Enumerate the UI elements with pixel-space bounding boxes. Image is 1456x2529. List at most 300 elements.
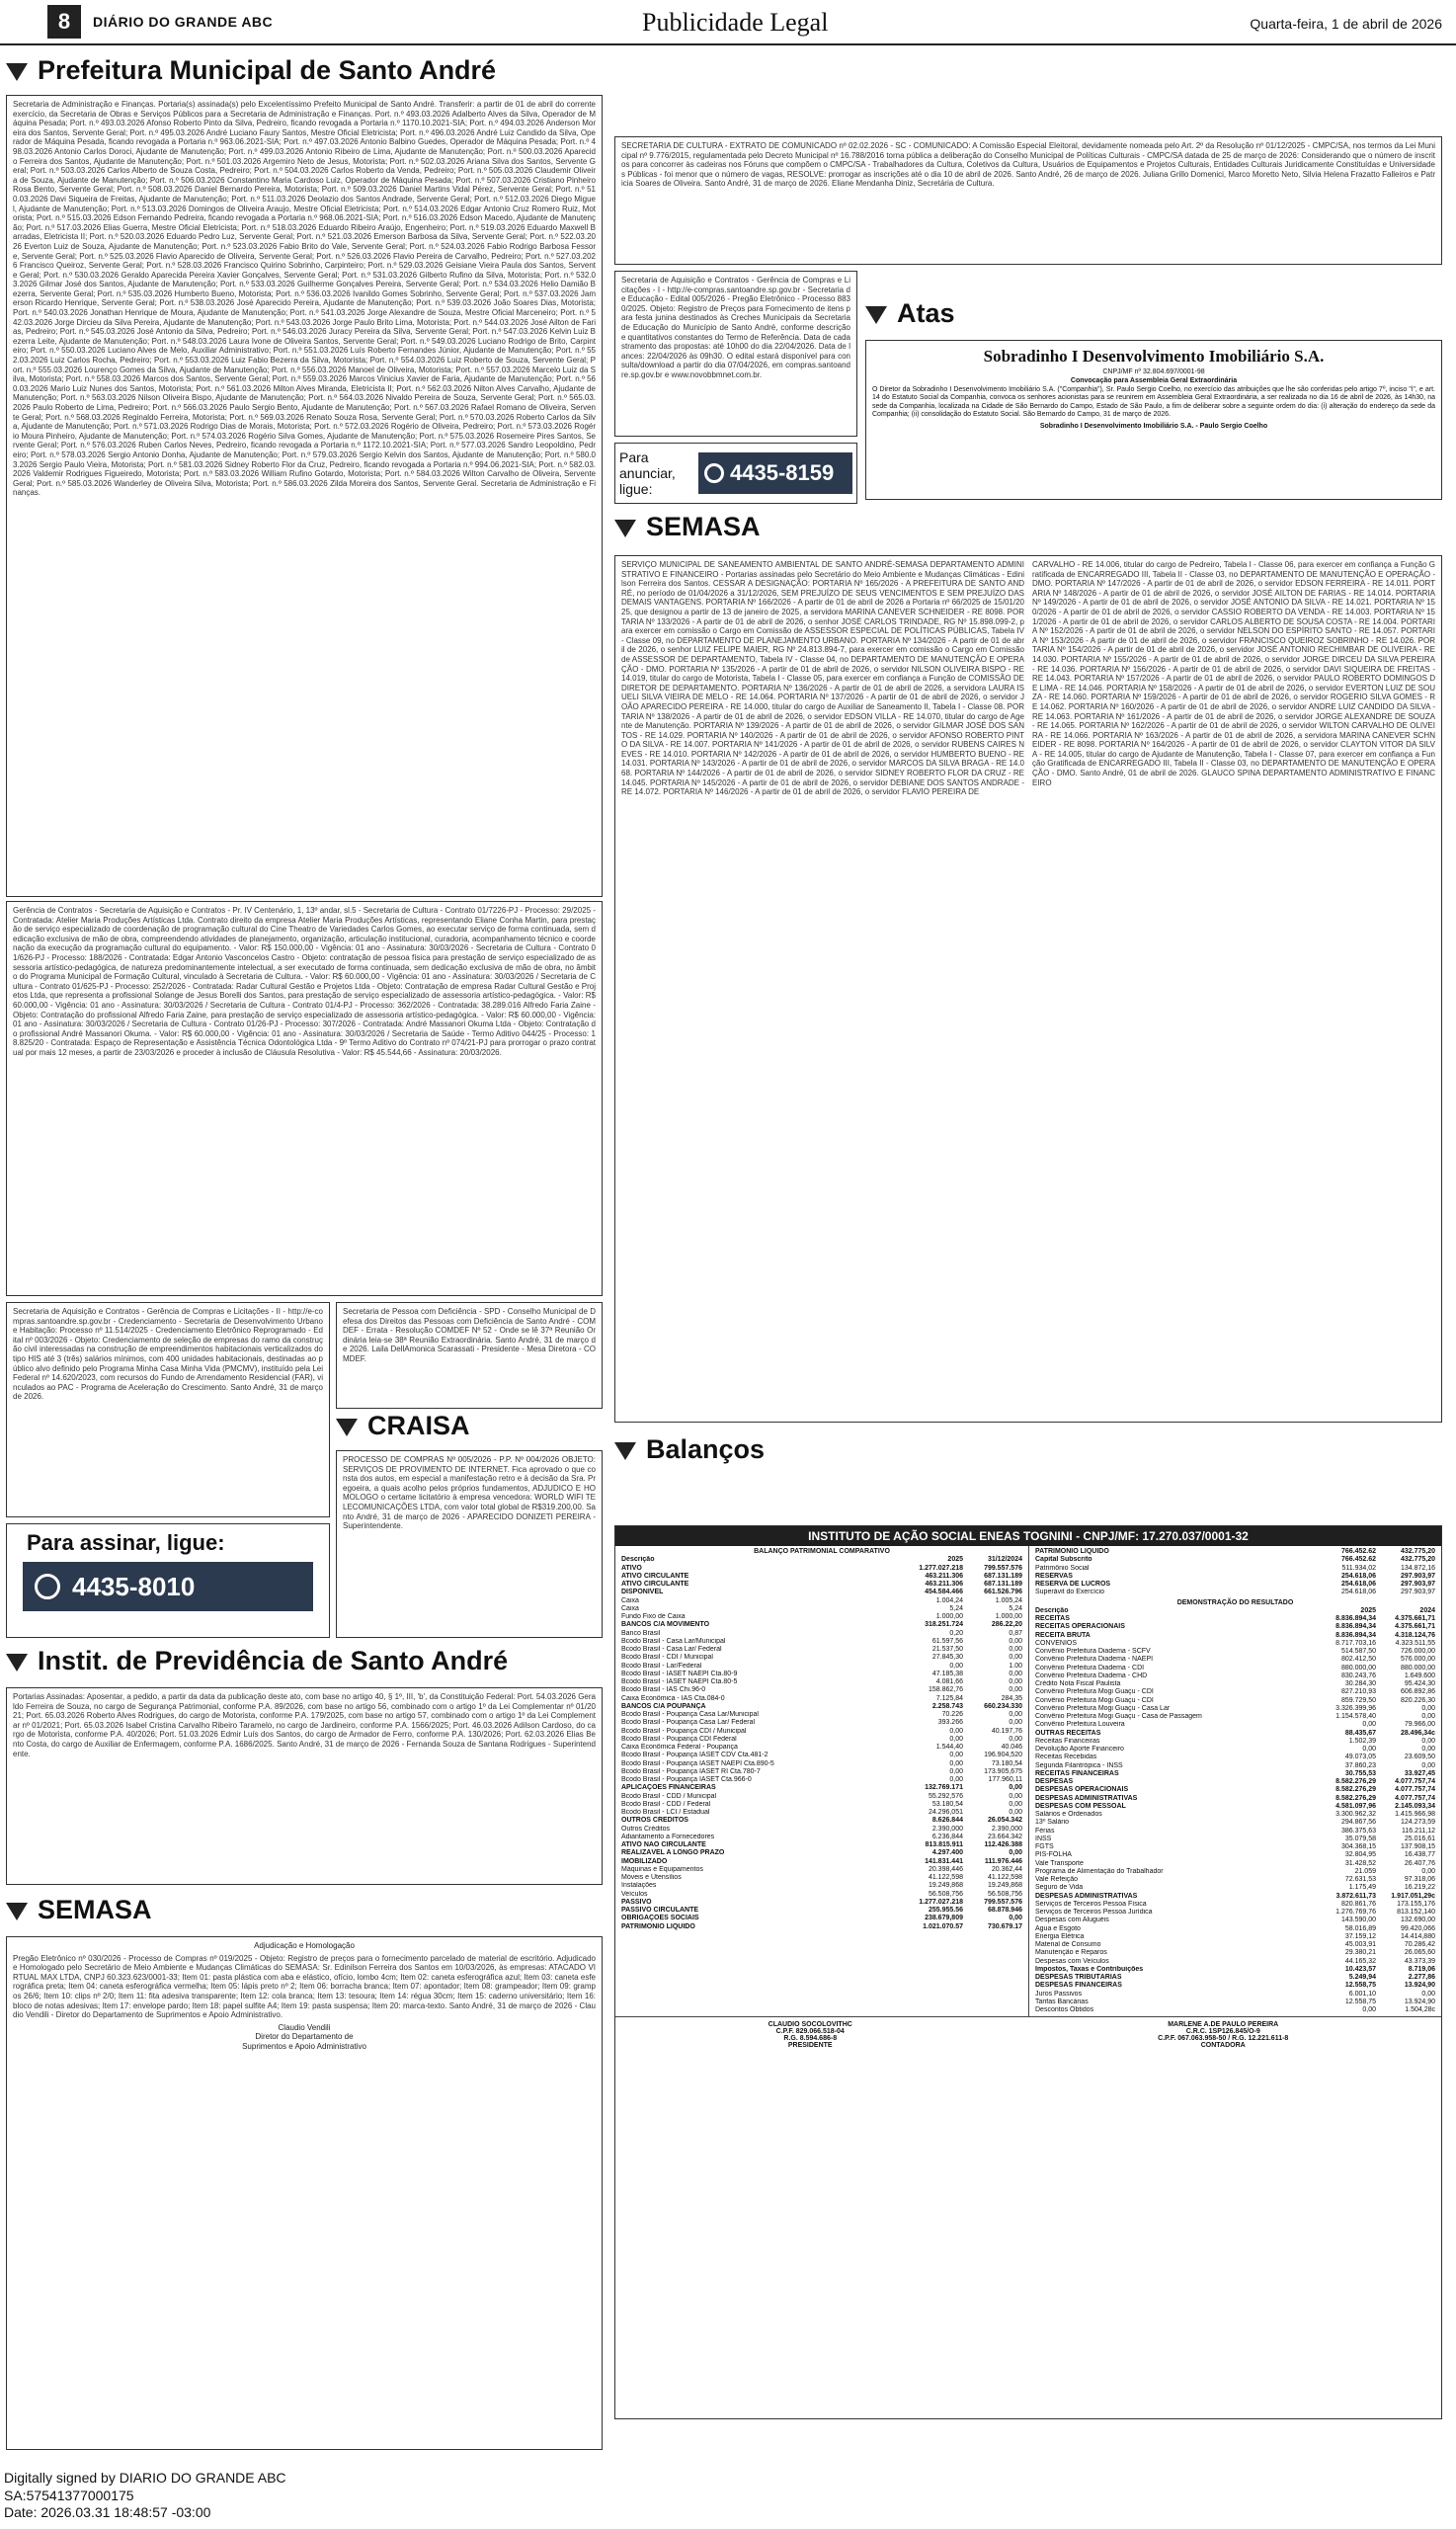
row-description: Bcodo Brasil - CDD / Municipal xyxy=(621,1792,717,1800)
row-value-previous: 196.904,520 xyxy=(984,1752,1022,1759)
row-value-current: 8.582.276,29 xyxy=(1335,1778,1376,1785)
row-value-previous: 0,00 xyxy=(1009,1670,1022,1677)
colhead-description: Descrição xyxy=(621,1556,655,1564)
row-value-current: 294.867,56 xyxy=(1340,1819,1376,1827)
craisa-header xyxy=(336,1411,470,1441)
phone-icon xyxy=(35,1574,60,1599)
row-value-current: 3.872.611,73 xyxy=(1335,1892,1376,1900)
row-value-current: 830.243,76 xyxy=(1340,1672,1376,1679)
row-description: Bcodo Brasil - Poupança IASET RI Cta.780-7 xyxy=(621,1767,761,1775)
row-value-previous: 40.197,76 xyxy=(991,1727,1022,1735)
colhead-year-a: 2025 xyxy=(1360,1606,1376,1614)
row-value-previous: 173.905,675 xyxy=(984,1767,1022,1775)
balance-row xyxy=(621,1613,1022,1621)
row-value-current: 4.081,66 xyxy=(935,1678,963,1685)
row-value-current: 61.597,56 xyxy=(931,1637,963,1645)
row-value-previous: 799.557.576 xyxy=(984,1564,1022,1572)
balance-row xyxy=(621,1686,1022,1694)
row-value-current: 55.292,576 xyxy=(928,1792,963,1800)
row-value-current: 88.435,67 xyxy=(1344,1729,1376,1737)
balance-left-colhead xyxy=(621,1556,1022,1564)
row-value-current: 1.276.769,76 xyxy=(1335,1909,1376,1916)
balance-left-column xyxy=(615,1546,1028,2016)
row-value-previous: 297.903,97 xyxy=(1400,1581,1435,1588)
row-value-previous: 726.000,00 xyxy=(1400,1648,1435,1655)
row-description: Vale Refeição xyxy=(1035,1876,1079,1883)
balance-row xyxy=(621,1752,1022,1759)
row-value-previous: 0,00 xyxy=(1421,1737,1435,1745)
row-description: Convênio Prefeitura Mogi Guaçu - Casa Lar xyxy=(1035,1704,1171,1712)
edition-date: Quarta-feira, 1 de abril de 2026 xyxy=(1250,16,1442,32)
row-value-current: 0,20 xyxy=(949,1629,963,1637)
row-value-previous: 20.362,44 xyxy=(991,1865,1022,1873)
row-value-previous: 116.211,12 xyxy=(1402,1827,1435,1835)
page-number: 8 xyxy=(47,5,81,39)
balance-row xyxy=(1035,1819,1435,1827)
row-value-current: 6.001,10 xyxy=(1348,1990,1376,1998)
row-value-current: 58.016,89 xyxy=(1344,1924,1376,1932)
row-value-current: 0,00 xyxy=(949,1662,963,1670)
row-description: IMOBILIZADO xyxy=(621,1857,668,1865)
row-value-previous: 1.00 xyxy=(1009,1662,1022,1670)
row-value-previous: 0,00 xyxy=(1009,1719,1022,1727)
balance-row xyxy=(1035,1548,1435,1556)
balance-row xyxy=(1035,1836,1435,1843)
semasa-homologacao-title: Adjudicação e Homologação xyxy=(254,1941,355,1950)
row-description: Convênio Prefeitura Diadema - NAEPI xyxy=(1035,1656,1154,1664)
balance-row xyxy=(621,1630,1022,1638)
row-value-previous: 25.016,61 xyxy=(1404,1835,1435,1842)
row-description: Veículos xyxy=(621,1890,648,1898)
balance-row xyxy=(1035,1893,1435,1901)
row-value-current: 318.251.724 xyxy=(925,1621,963,1629)
row-value-current: 0,00 xyxy=(949,1727,963,1735)
row-description: Vale Transporte xyxy=(1035,1859,1084,1867)
row-value-current: 158.862,76 xyxy=(928,1686,963,1694)
row-value-current: 12.558,75 xyxy=(1344,1998,1376,2005)
atas-notice xyxy=(865,340,1442,500)
balance-row xyxy=(621,1589,1022,1596)
row-value-previous: 99.420,066 xyxy=(1400,1924,1435,1932)
balance-row xyxy=(1035,1868,1435,1876)
row-description: Bcodo Brasil - IAS Chi.96-0 xyxy=(621,1686,706,1694)
row-value-previous: 23.664.342 xyxy=(987,1833,1022,1840)
row-value-current: 24.296,051 xyxy=(928,1809,963,1816)
row-value-current: 4.581.097,96 xyxy=(1335,1802,1376,1810)
balance-row xyxy=(1035,1672,1435,1680)
row-value-current: 31.428,52 xyxy=(1344,1859,1376,1867)
balance-row xyxy=(1035,1556,1435,1564)
row-value-current: 254.618,06 xyxy=(1340,1572,1376,1580)
balance-row xyxy=(621,1841,1022,1849)
balance-row xyxy=(1035,1843,1435,1851)
row-value-current: 0,00 xyxy=(949,1776,963,1783)
masthead xyxy=(0,0,1456,45)
balance-row xyxy=(1035,1738,1435,1746)
balance-row xyxy=(621,1826,1022,1834)
balance-row xyxy=(621,1581,1022,1589)
row-value-previous: 0,00 xyxy=(1421,1867,1435,1875)
row-value-previous: 297.903,97 xyxy=(1400,1589,1435,1596)
row-value-previous: 56.508,756 xyxy=(987,1890,1022,1898)
row-value-current: 393.266 xyxy=(937,1719,963,1727)
balance-row xyxy=(1035,1688,1435,1696)
row-value-previous: 1.917.051,29c xyxy=(1391,1892,1435,1900)
previdencia-notice xyxy=(6,1687,603,1885)
balance-row xyxy=(621,1695,1022,1703)
row-value-previous: 0,87 xyxy=(1009,1629,1022,1637)
row-description: Bcodo Brasil - Casa Lar/ Federal xyxy=(621,1646,722,1653)
row-value-previous: 687.131.189 xyxy=(984,1572,1022,1580)
row-description: REALIZÁVEL A LONGO PRAZO xyxy=(621,1849,725,1857)
row-value-previous: 134.872,16 xyxy=(1400,1564,1435,1572)
row-description: Bcodo Brasil - LCI / Estadual xyxy=(621,1809,710,1816)
row-value-previous: 4.375.661,71 xyxy=(1395,1615,1435,1622)
row-value-previous: 813.152,140 xyxy=(1397,1909,1435,1916)
semasa-homologacao-notice xyxy=(6,1936,603,2450)
row-value-previous: 43.373,39 xyxy=(1404,1957,1435,1965)
balance-row xyxy=(621,1776,1022,1784)
row-value-current: 1.277.027.218 xyxy=(919,1898,963,1906)
row-value-current: 132.769.171 xyxy=(925,1784,963,1792)
row-value-current: 514.587,50 xyxy=(1340,1648,1376,1655)
row-description: Convênio Prefeitura Louveira xyxy=(1035,1721,1125,1729)
craisa-title: CRAISA xyxy=(367,1411,470,1440)
row-value-previous: 297.903,97 xyxy=(1400,1572,1435,1580)
row-value-previous: 16.438,77 xyxy=(1404,1851,1435,1859)
row-value-current: 463.211.306 xyxy=(925,1572,963,1580)
row-value-previous: 0,00 xyxy=(1009,1711,1022,1718)
row-description: PIS-FOLHA xyxy=(1035,1851,1072,1859)
balance-row xyxy=(1035,1778,1435,1786)
row-value-previous: 40.046 xyxy=(1001,1744,1022,1751)
row-description: Convênio Prefeitura Mogi Guaçu - CDI xyxy=(1035,1688,1154,1696)
section-title: Publicidade Legal xyxy=(642,8,829,37)
row-value-current: 1.021.070.57 xyxy=(923,1922,963,1930)
row-description: DESPESAS ADMINISTRATIVAS xyxy=(1035,1794,1138,1802)
row-value-current: 21.537,50 xyxy=(931,1646,963,1653)
triangle-bullet-icon xyxy=(6,1654,28,1672)
row-value-previous: 5,24 xyxy=(1009,1604,1022,1612)
balance-row xyxy=(1035,1640,1435,1648)
row-value-current: 8.626.844 xyxy=(931,1817,963,1825)
row-value-previous: 2.145.093,34 xyxy=(1395,1802,1435,1810)
semasa-homologacao-signature: Claudio Vendili Diretor do Departamento de Suprimentos e Apoio Administrativo xyxy=(242,2022,366,2051)
row-value-previous: 432.775,20 xyxy=(1400,1548,1435,1555)
row-description: OBRIGAÇÕES SOCIAIS xyxy=(621,1915,699,1922)
phone-icon xyxy=(704,463,724,483)
balance-row xyxy=(621,1646,1022,1654)
balance-row xyxy=(621,1874,1022,1882)
row-value-current: 0,00 xyxy=(949,1752,963,1759)
row-description: Patrimônio Social xyxy=(1035,1564,1090,1572)
row-value-previous: 0,00 xyxy=(1009,1735,1022,1743)
balance-row xyxy=(621,1866,1022,1874)
craisa-text: PROCESSO DE COMPRAS Nº 005/2026 - P.P. Nº 004/2026 OBJETO: SERVIÇOS DE PROVIMENTO DE INTERNET. Fica aprovado o que consta dos autos, em especial a manifestação retro e à decisão da Sra. Pregoeira, a quais acolho pelos próprios fundamentos, ADJUDICO E HOMOLOGO o certame licitatório à empresa vencedora: WORLD WIFI TELECOMUNICAÇÕES LTDA, com valor total global de R$319.200,00. Santo André, 31 de março de 2026 - APARECIDO DONIZETI PEREIRA - Superintendente. xyxy=(343,1455,596,1531)
row-description: ATIVO NÃO CIRCULANTE xyxy=(621,1841,706,1848)
triangle-bullet-icon xyxy=(614,1442,636,1460)
row-description: PATRIMÔNIO LÍQUIDO xyxy=(1035,1548,1109,1555)
balancos-title: Balanços xyxy=(646,1434,766,1464)
row-value-previous: 687.131.189 xyxy=(984,1581,1022,1588)
craisa-notice xyxy=(336,1450,603,1638)
balance-sheet-title: INSTITUTO DE AÇÃO SOCIAL ENEAS TOGNINI - CNPJ/MF: 17.270.037/0001-32 xyxy=(615,1526,1441,1546)
balance-signatures xyxy=(615,2016,1441,2049)
atas-ids: CNPJ/MF nº 32.804.697/0001-98 xyxy=(1102,368,1205,375)
row-description: Caixa xyxy=(621,1604,639,1612)
row-description: APLICAÇÕES FINANCEIRAS xyxy=(621,1784,716,1792)
row-value-current: 35.079,58 xyxy=(1344,1835,1376,1842)
balance-row xyxy=(621,1849,1022,1857)
row-value-previous: 112.426.388 xyxy=(984,1841,1022,1848)
row-description: BANCOS C/A MOVIMENTO xyxy=(621,1621,710,1629)
row-description: OUTRAS RECEITAS xyxy=(1035,1729,1101,1737)
row-description: Tarifas Bancárias xyxy=(1035,1998,1089,2005)
semasa-portarias-notice xyxy=(614,555,1442,1423)
balance-row xyxy=(1035,1966,1435,1974)
row-value-previous: 26.407,76 xyxy=(1404,1859,1435,1867)
row-value-previous: 13.924,90 xyxy=(1404,1998,1435,2005)
row-description: Bcodo Brasil - Poupança IASET CDV Cta.481-2 xyxy=(621,1752,768,1759)
row-description: INSS xyxy=(1035,1835,1052,1842)
row-value-previous: 0,00 xyxy=(1009,1784,1022,1792)
signature-accountant: MARLENE A.DE PAULO PEREIRA C.R.C. 1SP126.845/O-9 C.P.F. 067.063.958-50 / R.G. 12.221.611-8 CONTADORA xyxy=(1158,2021,1289,2050)
balance-right-heading: DEMONSTRAÇÃO DO RESULTADO xyxy=(1176,1598,1294,1606)
balance-row xyxy=(1035,1795,1435,1803)
row-description: RECEITA BRUTA xyxy=(1035,1631,1091,1639)
triangle-bullet-icon xyxy=(614,520,636,537)
atas-company: Sobradinho I Desenvolvimento Imobiliário S.A. xyxy=(983,347,1325,366)
prefeitura-credenciamento-text: Secretaria de Aquisição e Contratos - Gerência de Compras e Licitações - II - http://e-compras.santoandre.sp.gov.br - Credenciamento - Secretaria de Desenvolvimento Urbano e Habitação: Processo nº 11.514/2025 - Credenciamento Eletrônico Reprogramado - Edital nº 003/2026 - Objeto: Credenciamento de seleção de empresas do ramo da construção civil interessadas na construção de empreendimentos habitacionais verticalizados do tipo HIS até 3 (três) salários mínimos, com 400 unidades habitacionais, destinadas ao público alvo definido pelo Programa Minha Casa Minha Vida (PMCMV), instituído pela Lei Federal nº 14.620/2023, com recursos do Fundo de Arrendamento Residencial (FAR), vinculados ao PAC - Programa de Aceleração do Crescimento. Santo André, 31 de março de 2026. xyxy=(13,1307,323,1402)
row-value-previous: 41.122,598 xyxy=(987,1874,1022,1881)
row-description: RESERVAS xyxy=(1035,1572,1073,1580)
row-value-current: 8.582.276,29 xyxy=(1335,1794,1376,1802)
triangle-bullet-icon xyxy=(865,306,887,324)
row-description: OUTROS CRÉDITOS xyxy=(621,1817,688,1825)
row-description: Salários e Ordenados xyxy=(1035,1811,1102,1818)
row-value-current: 766.452.62 xyxy=(1340,1548,1376,1555)
row-value-previous: 0,00 xyxy=(1009,1792,1022,1800)
row-description: Receitas Financeiras xyxy=(1035,1737,1100,1745)
subscribe-ad-label: Para assinar, ligue: xyxy=(27,1530,225,1555)
row-description: Bcodo Brasil - Poupança CDI / Municipal xyxy=(621,1727,747,1735)
balance-row xyxy=(1035,1786,1435,1794)
balance-row xyxy=(1035,1746,1435,1754)
row-description: ATIVO CIRCULANTE xyxy=(621,1572,689,1580)
row-value-current: 27.845,30 xyxy=(931,1654,963,1662)
row-value-previous: 33.927,45 xyxy=(1404,1769,1435,1777)
row-value-current: 8.717.703,16 xyxy=(1335,1639,1376,1647)
row-value-current: 238.679,809 xyxy=(925,1915,963,1922)
balance-row xyxy=(1035,1949,1435,1957)
semasa-portarias-col1: SERVIÇO MUNICIPAL DE SANEAMENTO AMBIENTAL DE SANTO ANDRÉ-SEMASA DEPARTAMENTO ADMINISTRATIVO E FINANCEIRO - Portarias assinadas pelo Secretário do Meio Ambiente e Mudanças Climáticas - Edinilson Ferreira dos Santos. CESSAR A DESIGNAÇÃO: PORTARIA Nº 165/2026 - A PREFEITURA DE SANTO ANDRÉ, no período de 01/04/2026 a 31/12/2026, SEM PREJUÍZO DE SEUS VENCIMENTOS E SEM PREJUÍZO DAS DEMAIS VANTAGENS. PORTARIA Nº 166/2026 - A partir de 01 de abril de 2026 a Portaria nº 66/2025 de 15/01/2025, que designou a partir de 13 de janeiro de 2025, a servidora MARINA CANEVER SCHNEIDER - RE 8098. PORTARIA Nº 133/2026 - A partir de 01 de abril de 2026, o senhor JOSÉ CARLOS TRINDADE, RG Nº 15.898.099-2, para exercer em comissão o Cargo em Comissão de ASSESSOR ESPECIAL DE POLÍTICAS PÚBLICAS, Tabela IV - Classe 09, no DEPARTAMENTO DE PLANEJAMENTO URBANO. PORTARIA Nº 134/2026 - A partir de 01 de abril de 2026, o senhor LUIZ FELIPE MAIER, RG Nº 24.813.894-7, para exercer em comissão o Cargo em Comissão de ASSESSOR DE DEPARTAMENTO, Tabela IV - Classe 04, no DEPARTAMENTO DE MANUTENÇÃO E OPERAÇÃO - DMO. PORTARIA Nº 135/2026 - A partir de 01 de abril de 2026, o servidor NILSON OLIVEIRA BISPO - RE 14.019, titular do cargo de Motorista, Tabela I - Classe 05, para exercer em confiança a Função de COMISSÃO DE DIRETOR DE DEPARTAMENTO. PORTARIA Nº 136/2026 - A partir de 01 de abril de 2026, a servidora LAURA ISUELI SILVA VIEIRA DE MELO - RE 14.064. PORTARIA Nº 137/2026 - A partir de 01 de abril de 2026, o servidor JOÃO APARECIDO PEREIRA - RE 14.000, titular do cargo de Auxiliar de Saneamento II, Tabela I - Classe 08. PORTARIA Nº 138/2026 - A partir de 01 de abril de 2026, o servidor EDSON VILLA - RE 14.070, titular do cargo de Agente de Manutenção. PORTARIA Nº 139/2026 - A partir de 01 de abril de 2026, o servidor GILMAR JOSÉ DOS SANTOS - RE 14.029. PORTARIA Nº 140/2026 - A partir de 01 de abril de 2026, o servidor AFONSO ROBERTO PINTO DA SILVA - RE 14.007. PORTARIA Nº 141/2026 - A partir de 01 de abril de 2026, o servidor RUBENS CAIRES NEVES - RE 14.010. PORTARIA Nº 142/2026 - A partir de 01 de abril de 2026, o servidor HUMBERTO BUENO - RE 14.031. PORTARIA Nº 143/2026 - A partir de 01 de abril de 2026, o servidor MARCOS DA SILVA BRAGA - RE 14.068. PORTARIA Nº 144/2026 - A partir de 01 de abril de 2026, o servidor SIDNEY ROBERTO FLOR DA CRUZ - RE 14.045. PORTARIA Nº 145/2026 - A partir de 01 de abril de 2026, o servidor DEBIANE DOS SANTOS ANDRADE - RE 14.072. PORTARIA Nº 146/2026 - A partir de 01 de abril de 2026, o servidor FLAVIO PEREIRA DE xyxy=(621,560,1025,797)
row-value-previous: 0,00 xyxy=(1421,1713,1435,1720)
row-value-current: 41.122,598 xyxy=(928,1874,963,1881)
row-description: PATRIMÔNIO LÍQUIDO xyxy=(621,1922,695,1930)
row-value-current: 766.452.62 xyxy=(1340,1556,1376,1564)
row-value-previous: 0,00 xyxy=(1421,1746,1435,1753)
prefeitura-portarias-notice xyxy=(6,95,603,897)
row-value-current: 8.582.276,29 xyxy=(1335,1786,1376,1794)
balance-right-top-rows xyxy=(1035,1548,1435,1597)
row-value-previous: 1.000,00 xyxy=(995,1613,1022,1620)
row-value-current: 2.258.743 xyxy=(931,1702,963,1710)
row-value-current: 6.236,844 xyxy=(931,1833,963,1840)
row-value-previous: 1.504,28c xyxy=(1405,2006,1435,2013)
balance-row xyxy=(1035,1632,1435,1640)
row-description: Bcodo Brasil - Poupança Casa Lar/Municipal xyxy=(621,1711,759,1718)
row-value-current: 44.165,32 xyxy=(1344,1957,1376,1965)
row-value-previous: 432.775,20 xyxy=(1400,1556,1435,1564)
row-value-previous: 173.155,176 xyxy=(1397,1900,1435,1908)
row-value-current: 19.249,868 xyxy=(928,1882,963,1890)
balance-row xyxy=(1035,2006,1435,2014)
row-description: Máquinas e Equipamentos xyxy=(621,1865,703,1873)
balance-row xyxy=(1035,1917,1435,1924)
balance-row xyxy=(1035,1565,1435,1573)
row-description: Banco Brasil xyxy=(621,1629,661,1637)
row-value-current: 8.836.894,34 xyxy=(1335,1631,1376,1639)
row-description: Bcodo Brasil - Lar/Federal xyxy=(621,1662,702,1670)
balance-row xyxy=(1035,1615,1435,1623)
row-value-current: 30.284,30 xyxy=(1344,1680,1376,1687)
row-value-previous: 286.22,20 xyxy=(991,1621,1022,1629)
balance-row xyxy=(1035,1803,1435,1811)
subscribe-ad-phone: 4435-8010 xyxy=(72,1571,196,1601)
balancos-header xyxy=(614,1434,765,1465)
row-value-previous: 2.277,86 xyxy=(1408,1974,1435,1981)
row-value-previous: 0,00 xyxy=(1009,1646,1022,1653)
row-description: Móveis e Utensílios xyxy=(621,1874,682,1881)
balance-row xyxy=(621,1678,1022,1686)
row-value-previous: 70.286,42 xyxy=(1404,1941,1435,1948)
row-value-previous: 0,00 xyxy=(1421,1761,1435,1769)
row-description: Convênio Prefeitura Mogi Guaçu - CDI xyxy=(1035,1696,1154,1704)
row-description: ATIVO xyxy=(621,1564,642,1572)
row-value-current: 254.618,06 xyxy=(1340,1581,1376,1588)
row-description: PASSIVO xyxy=(621,1898,652,1906)
prefeitura-contratos-notice xyxy=(6,901,603,1296)
row-value-current: 255.955.56 xyxy=(928,1907,963,1914)
row-description: Receitas Recebidas xyxy=(1035,1754,1097,1761)
row-value-current: 1.154.578,40 xyxy=(1335,1713,1376,1720)
balance-right-rows xyxy=(1035,1615,1435,2014)
previdencia-title: Instit. de Previdência de Santo André xyxy=(38,1646,509,1675)
row-value-previous: 1.005,24 xyxy=(995,1596,1022,1604)
row-value-current: 70.226 xyxy=(941,1711,963,1718)
row-value-current: 10.423,57 xyxy=(1344,1965,1376,1973)
digital-signature-footer xyxy=(0,2470,286,2522)
balance-row xyxy=(1035,1656,1435,1664)
row-value-previous: 28.496,34c xyxy=(1400,1729,1435,1737)
row-description: Caixa Econômica Federal - Poupança xyxy=(621,1744,738,1751)
cultura-comunicado-notice xyxy=(614,136,1442,265)
row-value-previous: 177.960,11 xyxy=(988,1776,1022,1783)
row-value-current: 454.584.466 xyxy=(925,1589,963,1596)
advertise-ad-phone: 4435-8159 xyxy=(730,460,835,485)
row-description: Bcodo Brasil - Casa Lar/Municipal xyxy=(621,1637,726,1645)
row-value-previous: 4.077.757,74 xyxy=(1395,1794,1435,1802)
balance-row xyxy=(621,1801,1022,1809)
row-value-previous: 880.000,00 xyxy=(1400,1664,1435,1672)
balance-row xyxy=(621,1891,1022,1899)
balance-row xyxy=(1035,1589,1435,1596)
row-description: Bcodo Brasil - CDD / Federal xyxy=(621,1800,711,1808)
row-value-previous: 137.908,15 xyxy=(1400,1843,1435,1850)
row-description: Seguro de Vida xyxy=(1035,1884,1084,1892)
row-value-previous: 8.719,06 xyxy=(1408,1965,1435,1973)
row-description: RECEITAS xyxy=(1035,1615,1070,1622)
previdencia-header xyxy=(6,1646,508,1676)
row-description: RECEITAS FINANCEIRAS xyxy=(1035,1769,1119,1777)
row-value-current: 859.729,50 xyxy=(1340,1696,1376,1704)
row-description: Convênio Prefeitura Diadema - CDI xyxy=(1035,1664,1145,1672)
colhead-year-b: 31/12/2024 xyxy=(987,1556,1022,1564)
row-value-previous: 19.249,868 xyxy=(987,1882,1022,1890)
cultura-comunicado-text: SECRETARIA DE CULTURA - EXTRATO DE COMUNICADO nº 02.02.2026 - SC - COMUNICADO: A Comissão Especial Eleitoral, devidamente nomeada pelo Art. 2º da Resolução nº 01/12/2025 - CMPC/SA, nos termos da Lei Municipal nº 9.776/2015, regulamentada pelo Decreto Municipal nº 16.788/2016 torna pública a deliberação do Conselho Municipal de Políticas Culturais - CMPC/SA datada de 25 de março de 2026: Considerando que o número de inscritos para concorrer às cadeiras nos Fóruns que compõem o CMPC/SA - Trabalhadores da Cultura, Coletivos da Cultura, Usuários de Equipamentos e Projetos Culturais, Entidades Culturais Juridicamente Constituídas e Universidades Públicas - foi menor que o número de vagas, RESOLVE: prorrogar as inscrições até o dia 10 de abril de 2026. Santo André, 26 de março de 2026. Juliana Grillo Domenici, Marco Moretto Neto, Silvia Helena Frazatto Falleiros e Patricia Soares de Oliveira. Santo André, 31 de março de 2026. Eliane Mendanha Diniz, Secretária de Cultura. xyxy=(621,141,1435,189)
row-value-current: 463.211.306 xyxy=(925,1581,963,1588)
row-value-current: 4.297.400 xyxy=(931,1849,963,1857)
row-description: Bcodo Brasil - Poupança Casa Lar/ Federal xyxy=(621,1719,756,1727)
balance-row xyxy=(1035,1958,1435,1966)
row-value-current: 1.004,24 xyxy=(935,1596,963,1604)
row-description: DESPESAS FINANCEIRAS xyxy=(1035,1982,1122,1990)
row-description: Bcodo Brasil - CDI / Municipal xyxy=(621,1654,713,1662)
triangle-bullet-icon xyxy=(336,1419,358,1436)
balance-row xyxy=(1035,1730,1435,1738)
row-description: Caixa Econômica - IAS Cta.084-0 xyxy=(621,1694,725,1702)
row-description: Convênio Prefeitura Mogi Guaçu - Casa de Passagem xyxy=(1035,1713,1202,1720)
row-value-current: 827.210,93 xyxy=(1340,1688,1376,1696)
row-description: Férias xyxy=(1035,1827,1055,1835)
row-value-previous: 0,00 xyxy=(1009,1678,1022,1685)
row-value-previous: 1.415.966,98 xyxy=(1395,1811,1435,1818)
balance-row xyxy=(621,1736,1022,1744)
row-value-previous: 1.649.600 xyxy=(1404,1672,1435,1679)
prefeitura-header xyxy=(6,55,496,86)
row-description: Superávit do Exercício xyxy=(1035,1589,1105,1596)
advertise-ad xyxy=(614,443,857,504)
row-description: Programa de Alimentação do Trabalhador xyxy=(1035,1867,1164,1875)
balance-row xyxy=(1035,1648,1435,1656)
balance-sheet xyxy=(614,1525,1442,2419)
row-value-previous: 16.219,22 xyxy=(1404,1884,1435,1892)
row-value-current: 32.804,95 xyxy=(1344,1851,1376,1859)
balance-row xyxy=(1035,1974,1435,1982)
balance-row xyxy=(621,1605,1022,1613)
balance-row xyxy=(1035,1581,1435,1589)
balance-row xyxy=(1035,1999,1435,2006)
row-value-previous: 0,00 xyxy=(1009,1915,1022,1922)
balance-row xyxy=(1035,1697,1435,1705)
newspaper-name: DIÁRIO DO GRANDE ABC xyxy=(93,14,274,30)
row-value-previous: 0,00 xyxy=(1009,1809,1022,1816)
row-value-current: 0,00 xyxy=(1362,2006,1376,2013)
row-description: Serviços de Terceiros Pessoa Física xyxy=(1035,1900,1147,1908)
row-value-previous: 0,00 xyxy=(1009,1654,1022,1662)
balance-row xyxy=(1035,1933,1435,1941)
balance-row xyxy=(1035,1876,1435,1884)
row-description: Bcodo Brasil - IASET NAEPI Cta.80-5 xyxy=(621,1678,738,1685)
balance-row xyxy=(1035,1941,1435,1949)
subscribe-ad-phone-bar xyxy=(23,1562,313,1611)
row-value-previous: 26.054.342 xyxy=(987,1817,1022,1825)
row-value-previous: 820.226,30 xyxy=(1400,1696,1435,1704)
atas-convocacao: Convocação para Assembleia Geral Extraordinária xyxy=(1070,377,1238,384)
atas-header xyxy=(865,298,955,329)
prefeitura-credenciamento-notice xyxy=(6,1302,330,1517)
colhead-year-b: 2024 xyxy=(1419,1606,1435,1614)
